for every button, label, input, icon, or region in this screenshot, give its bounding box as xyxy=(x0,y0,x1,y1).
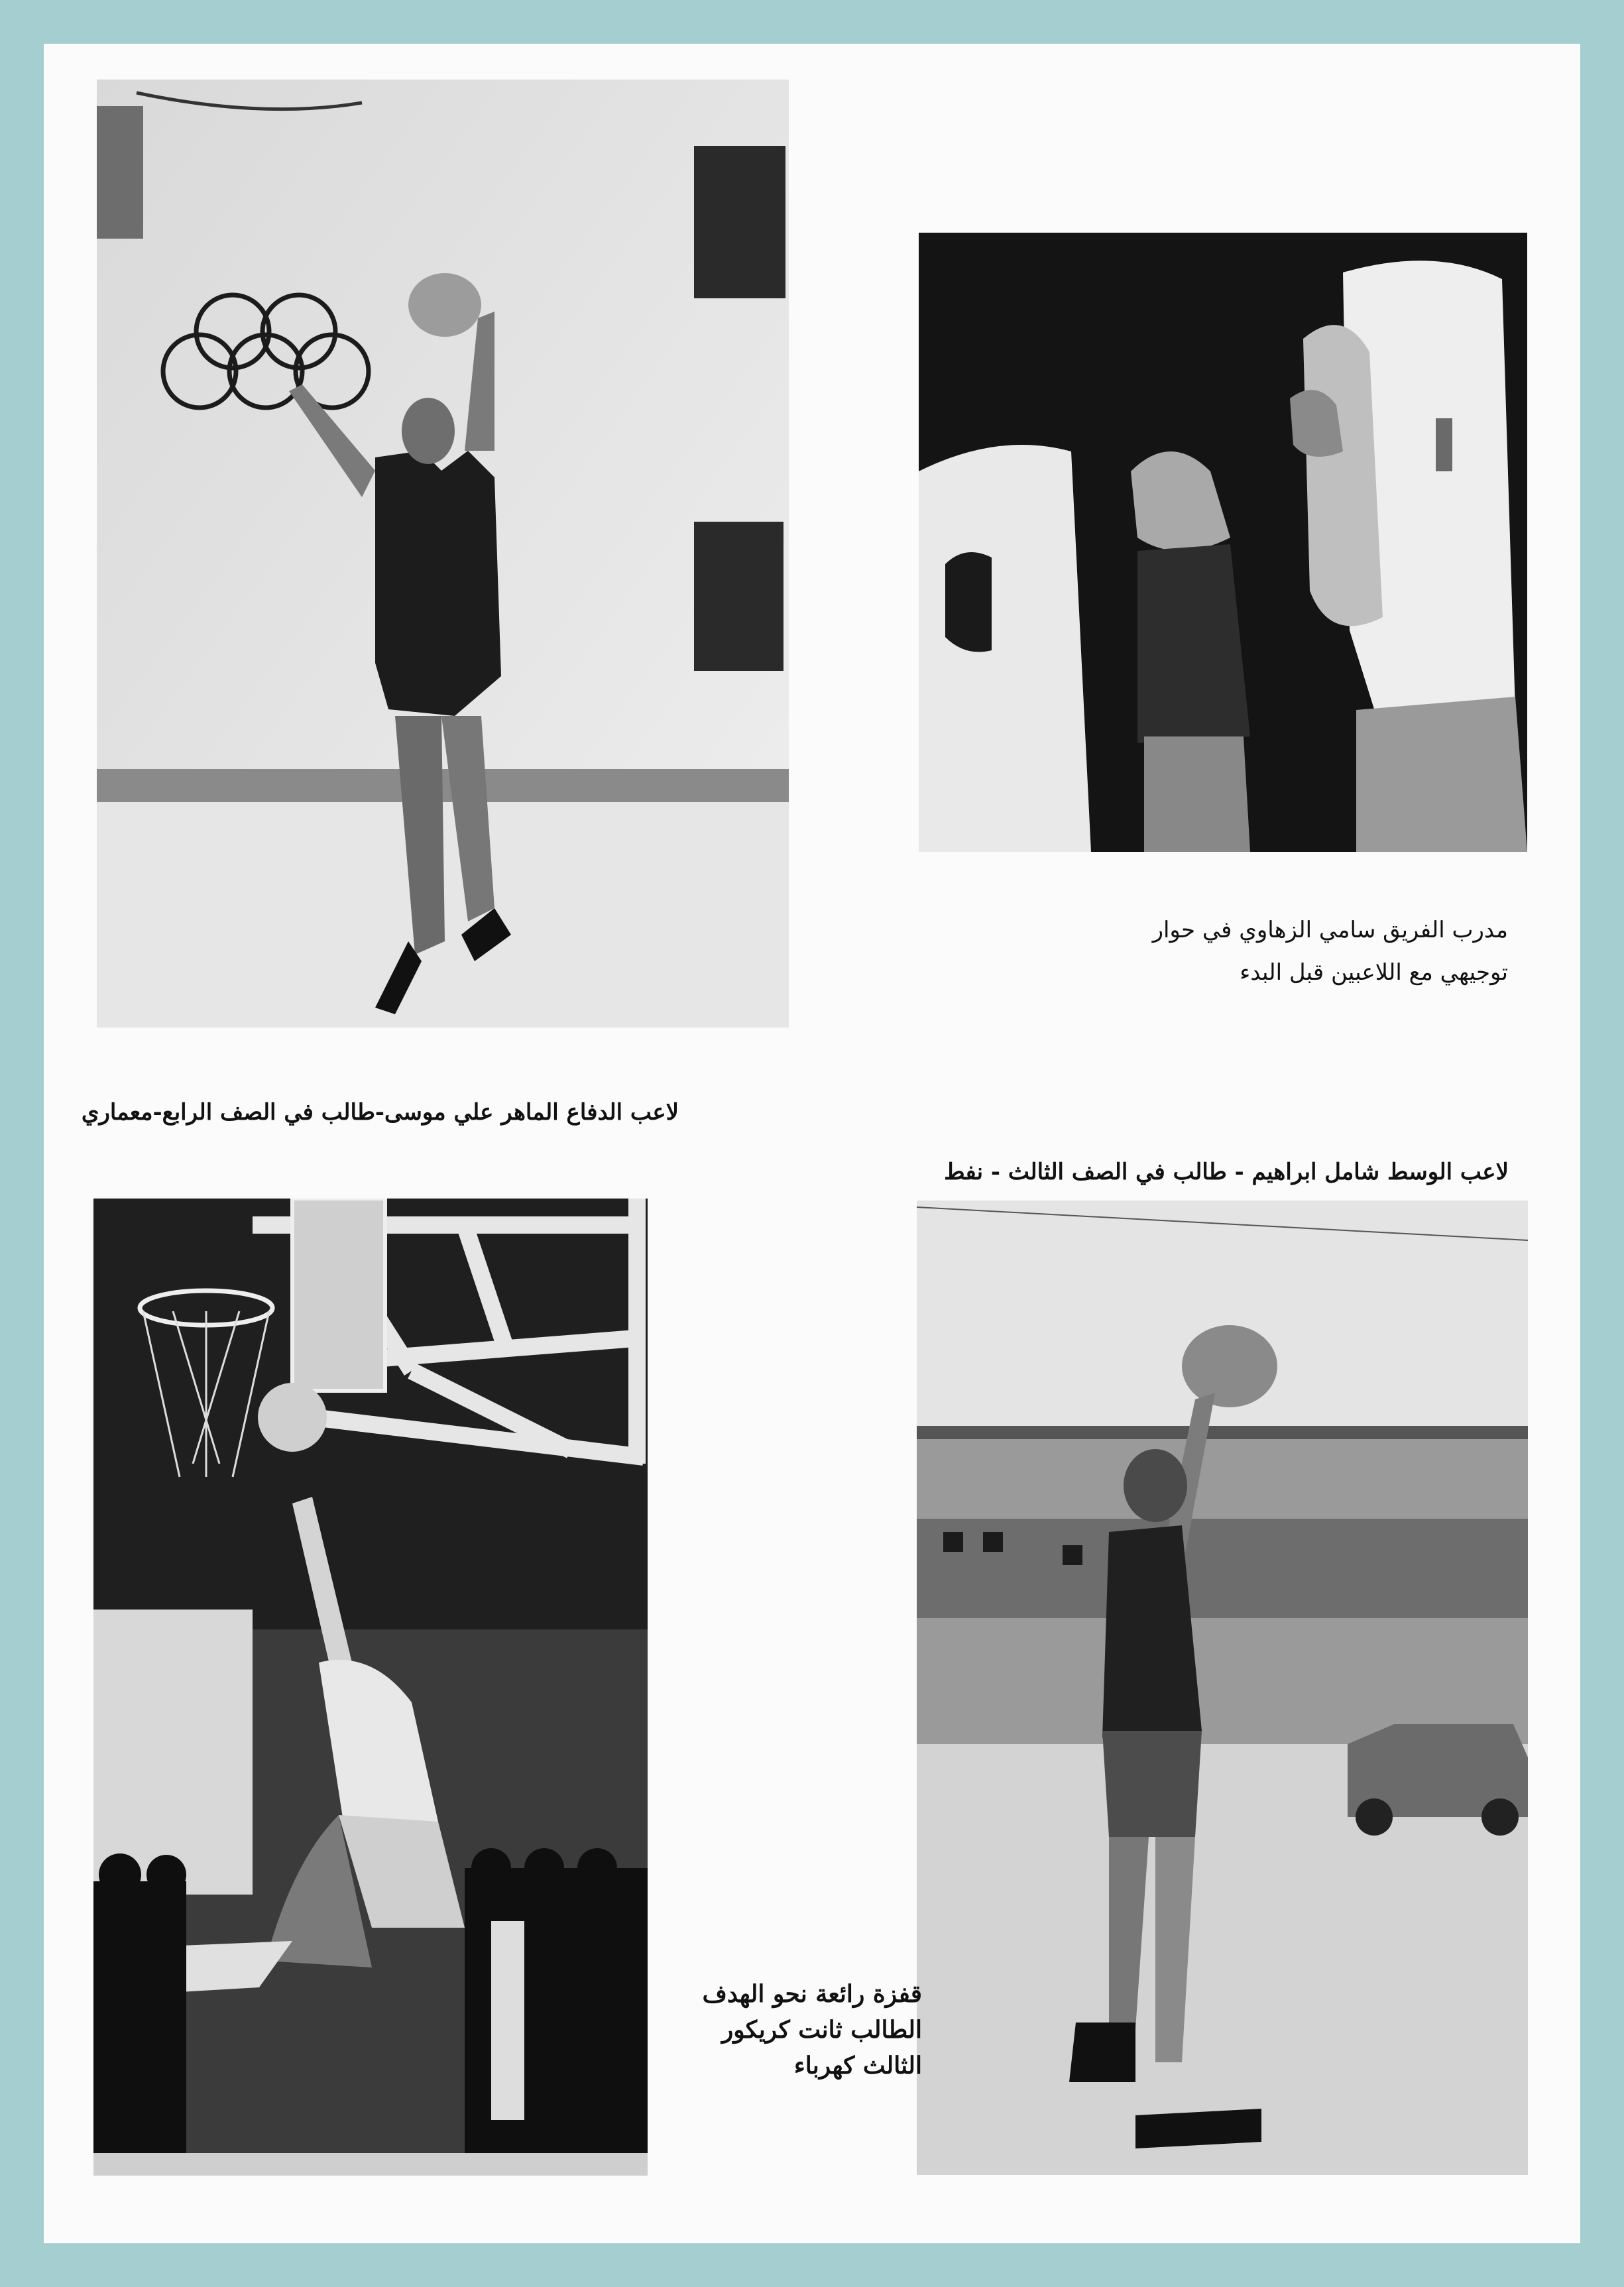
document-page xyxy=(44,44,1580,2243)
caption-top-left xyxy=(82,1091,679,1134)
caption-top-right-line2: توجيهي مع اللاعبين قبل البدء xyxy=(1240,959,1508,986)
caption-middle-right-text: لاعب الوسط شامل ابراهيم - طالب في الصف الثالث - نفط xyxy=(944,1159,1509,1185)
photo-bottom-left-image xyxy=(93,1199,648,2176)
caption-bottom-right xyxy=(703,1976,922,2083)
caption-bottom-right-line1: قفزة رائعة نحو الهدف xyxy=(702,1980,922,2008)
caption-bottom-right-line3: الثالث كهرباء xyxy=(793,2052,922,2080)
caption-middle-right xyxy=(944,1151,1509,1193)
caption-bottom-right-line2: الطالب ثانت كريكور xyxy=(721,2016,922,2044)
photo-top-right xyxy=(919,233,1527,852)
photo-top-left-image xyxy=(97,80,789,1027)
photo-bottom-right xyxy=(917,1201,1528,2175)
photo-top-right-image xyxy=(919,233,1527,852)
caption-top-left-text: لاعب الدفاع الماهر علي موسى-طالب في الصف الرابع-معماري xyxy=(81,1099,679,1126)
photo-bottom-left xyxy=(93,1199,648,2176)
photo-top-left xyxy=(97,80,789,1027)
photo-bottom-right-image xyxy=(917,1201,1528,2175)
caption-top-right xyxy=(1153,909,1508,994)
caption-top-right-line1: مدرب الفريق سامي الزهاوي في حوار xyxy=(1152,917,1508,943)
